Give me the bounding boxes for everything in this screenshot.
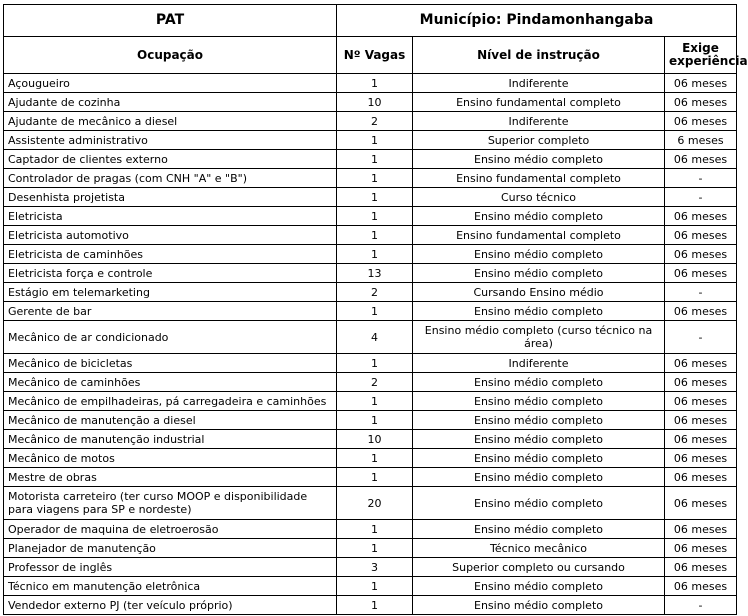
table-row bbox=[4, 373, 737, 392]
header-row bbox=[4, 37, 737, 74]
occupation-cell: Mecânico de manutenção a diesel bbox=[4, 411, 337, 430]
table-row bbox=[4, 131, 737, 150]
table-row bbox=[4, 468, 737, 487]
table-row bbox=[4, 188, 737, 207]
education-cell: Ensino médio completo bbox=[413, 207, 665, 226]
vacancies-cell: 3 bbox=[337, 558, 413, 577]
education-cell: Ensino fundamental completo bbox=[413, 93, 665, 112]
occupation-cell: Mecânico de manutenção industrial bbox=[4, 430, 337, 449]
job-vacancies-table bbox=[3, 4, 748, 615]
table-row bbox=[4, 520, 737, 539]
education-cell: Indiferente bbox=[413, 74, 665, 93]
header-education: Nível de instrução bbox=[413, 37, 665, 74]
vacancies-cell: 2 bbox=[337, 283, 413, 302]
occupation-cell: Mecânico de motos bbox=[4, 449, 337, 468]
experience-cell: 06 meses bbox=[665, 245, 737, 264]
education-cell: Ensino fundamental completo bbox=[413, 169, 665, 188]
header-experience: Exige experiência bbox=[665, 37, 737, 74]
education-cell: Indiferente bbox=[413, 112, 665, 131]
occupation-cell: Ajudante de mecânico a diesel bbox=[4, 112, 337, 131]
vacancies-cell: 1 bbox=[337, 392, 413, 411]
experience-cell: 06 meses bbox=[665, 354, 737, 373]
table-row bbox=[4, 283, 737, 302]
occupation-cell: Mecânico de ar condicionado bbox=[4, 321, 337, 354]
table-row bbox=[4, 74, 737, 93]
education-cell: Superior completo bbox=[413, 131, 665, 150]
experience-cell: - bbox=[665, 283, 737, 302]
table-row bbox=[4, 245, 737, 264]
education-cell: Ensino médio completo bbox=[413, 373, 665, 392]
experience-cell: 06 meses bbox=[665, 558, 737, 577]
vacancies-cell: 10 bbox=[337, 93, 413, 112]
occupation-cell: Estágio em telemarketing bbox=[4, 283, 337, 302]
vacancies-cell: 1 bbox=[337, 302, 413, 321]
occupation-cell: Eletricista bbox=[4, 207, 337, 226]
vacancies-cell: 1 bbox=[337, 207, 413, 226]
education-cell: Ensino médio completo bbox=[413, 596, 665, 615]
experience-cell: 06 meses bbox=[665, 487, 737, 520]
education-cell: Ensino médio completo bbox=[413, 468, 665, 487]
table-row bbox=[4, 150, 737, 169]
education-cell: Ensino médio completo bbox=[413, 449, 665, 468]
occupation-cell: Assistente administrativo bbox=[4, 131, 337, 150]
occupation-cell: Técnico em manutenção eletrônica bbox=[4, 577, 337, 596]
occupation-cell: Mecânico de empilhadeiras, pá carregadeira e caminhões bbox=[4, 392, 337, 411]
occupation-cell: Mecânico de caminhões bbox=[4, 373, 337, 392]
experience-cell: 06 meses bbox=[665, 392, 737, 411]
table-row bbox=[4, 264, 737, 283]
vacancies-cell: 1 bbox=[337, 449, 413, 468]
table-row bbox=[4, 411, 737, 430]
header-occupation: Ocupação bbox=[4, 37, 337, 74]
vacancies-cell: 1 bbox=[337, 539, 413, 558]
vacancies-cell: 13 bbox=[337, 264, 413, 283]
table-row bbox=[4, 354, 737, 373]
education-cell: Ensino médio completo bbox=[413, 487, 665, 520]
experience-cell: 06 meses bbox=[665, 74, 737, 93]
table-row bbox=[4, 226, 737, 245]
occupation-cell: Açougueiro bbox=[4, 74, 337, 93]
experience-cell: 06 meses bbox=[665, 93, 737, 112]
experience-cell: 06 meses bbox=[665, 373, 737, 392]
experience-cell: 06 meses bbox=[665, 539, 737, 558]
experience-cell: - bbox=[665, 188, 737, 207]
education-cell: Cursando Ensino médio bbox=[413, 283, 665, 302]
education-cell: Ensino médio completo bbox=[413, 577, 665, 596]
vacancies-cell: 1 bbox=[337, 596, 413, 615]
vacancies-cell: 1 bbox=[337, 354, 413, 373]
title-municipality: Município: Pindamonhangaba bbox=[337, 5, 737, 37]
experience-cell: - bbox=[665, 596, 737, 615]
education-cell: Ensino médio completo bbox=[413, 392, 665, 411]
experience-cell: 6 meses bbox=[665, 131, 737, 150]
occupation-cell: Operador de maquina de eletroerosão bbox=[4, 520, 337, 539]
occupation-cell: Vendedor externo PJ (ter veículo próprio) bbox=[4, 596, 337, 615]
experience-cell: - bbox=[665, 169, 737, 188]
experience-cell: 06 meses bbox=[665, 430, 737, 449]
occupation-cell: Eletricista força e controle bbox=[4, 264, 337, 283]
education-cell: Ensino fundamental completo bbox=[413, 226, 665, 245]
education-cell: Técnico mecânico bbox=[413, 539, 665, 558]
table-row bbox=[4, 169, 737, 188]
table-row bbox=[4, 302, 737, 321]
occupation-cell: Captador de clientes externo bbox=[4, 150, 337, 169]
occupation-cell: Professor de inglês bbox=[4, 558, 337, 577]
vacancies-cell: 1 bbox=[337, 150, 413, 169]
education-cell: Indiferente bbox=[413, 354, 665, 373]
experience-cell: 06 meses bbox=[665, 226, 737, 245]
vacancies-cell: 1 bbox=[337, 131, 413, 150]
vacancies-cell: 1 bbox=[337, 520, 413, 539]
experience-cell: 06 meses bbox=[665, 112, 737, 131]
education-cell: Curso técnico bbox=[413, 188, 665, 207]
education-cell: Ensino médio completo bbox=[413, 430, 665, 449]
experience-cell: 06 meses bbox=[665, 207, 737, 226]
table-row bbox=[4, 207, 737, 226]
occupation-cell: Gerente de bar bbox=[4, 302, 337, 321]
occupation-cell: Motorista carreteiro (ter curso MOOP e disponibilidade para viagens para SP e nordeste) bbox=[4, 487, 337, 520]
vacancies-cell: 1 bbox=[337, 411, 413, 430]
occupation-cell: Ajudante de cozinha bbox=[4, 93, 337, 112]
education-cell: Superior completo ou cursando bbox=[413, 558, 665, 577]
experience-cell: 06 meses bbox=[665, 150, 737, 169]
title-left: PAT bbox=[4, 5, 337, 37]
header-vacancies: Nº Vagas bbox=[337, 37, 413, 74]
vacancies-cell: 10 bbox=[337, 430, 413, 449]
experience-cell: 06 meses bbox=[665, 520, 737, 539]
table-row bbox=[4, 558, 737, 577]
experience-cell: 06 meses bbox=[665, 449, 737, 468]
table-row bbox=[4, 112, 737, 131]
experience-cell: 06 meses bbox=[665, 264, 737, 283]
vacancies-cell: 1 bbox=[337, 577, 413, 596]
table-row bbox=[4, 577, 737, 596]
table-row bbox=[4, 487, 737, 520]
vacancies-cell: 1 bbox=[337, 169, 413, 188]
vacancies-cell: 1 bbox=[337, 468, 413, 487]
vacancies-cell: 2 bbox=[337, 112, 413, 131]
experience-cell: 06 meses bbox=[665, 577, 737, 596]
experience-cell: - bbox=[665, 321, 737, 354]
experience-cell: 06 meses bbox=[665, 411, 737, 430]
table-row bbox=[4, 392, 737, 411]
occupation-cell: Eletricista automotivo bbox=[4, 226, 337, 245]
table-row bbox=[4, 93, 737, 112]
education-cell: Ensino médio completo bbox=[413, 520, 665, 539]
table-body bbox=[4, 74, 737, 615]
education-cell: Ensino médio completo bbox=[413, 150, 665, 169]
occupation-cell: Eletricista de caminhões bbox=[4, 245, 337, 264]
vacancies-cell: 1 bbox=[337, 245, 413, 264]
education-cell: Ensino médio completo bbox=[413, 245, 665, 264]
vacancies-cell: 4 bbox=[337, 321, 413, 354]
occupation-cell: Controlador de pragas (com CNH "A" e "B") bbox=[4, 169, 337, 188]
table-row bbox=[4, 321, 737, 354]
occupation-cell: Desenhista projetista bbox=[4, 188, 337, 207]
table-row bbox=[4, 539, 737, 558]
education-cell: Ensino médio completo (curso técnico na área) bbox=[413, 321, 665, 354]
vacancies-cell: 1 bbox=[337, 188, 413, 207]
education-cell: Ensino médio completo bbox=[413, 411, 665, 430]
education-cell: Ensino médio completo bbox=[413, 302, 665, 321]
table-row bbox=[4, 449, 737, 468]
vacancies-cell: 1 bbox=[337, 74, 413, 93]
education-cell: Ensino médio completo bbox=[413, 264, 665, 283]
occupation-cell: Mestre de obras bbox=[4, 468, 337, 487]
vacancies-cell: 20 bbox=[337, 487, 413, 520]
occupation-cell: Planejador de manutenção bbox=[4, 539, 337, 558]
vacancies-cell: 2 bbox=[337, 373, 413, 392]
occupation-cell: Mecânico de bicicletas bbox=[4, 354, 337, 373]
experience-cell: 06 meses bbox=[665, 302, 737, 321]
vacancies-cell: 1 bbox=[337, 226, 413, 245]
experience-cell: 06 meses bbox=[665, 468, 737, 487]
title-row bbox=[4, 5, 737, 37]
table-row bbox=[4, 430, 737, 449]
table-row bbox=[4, 596, 737, 615]
